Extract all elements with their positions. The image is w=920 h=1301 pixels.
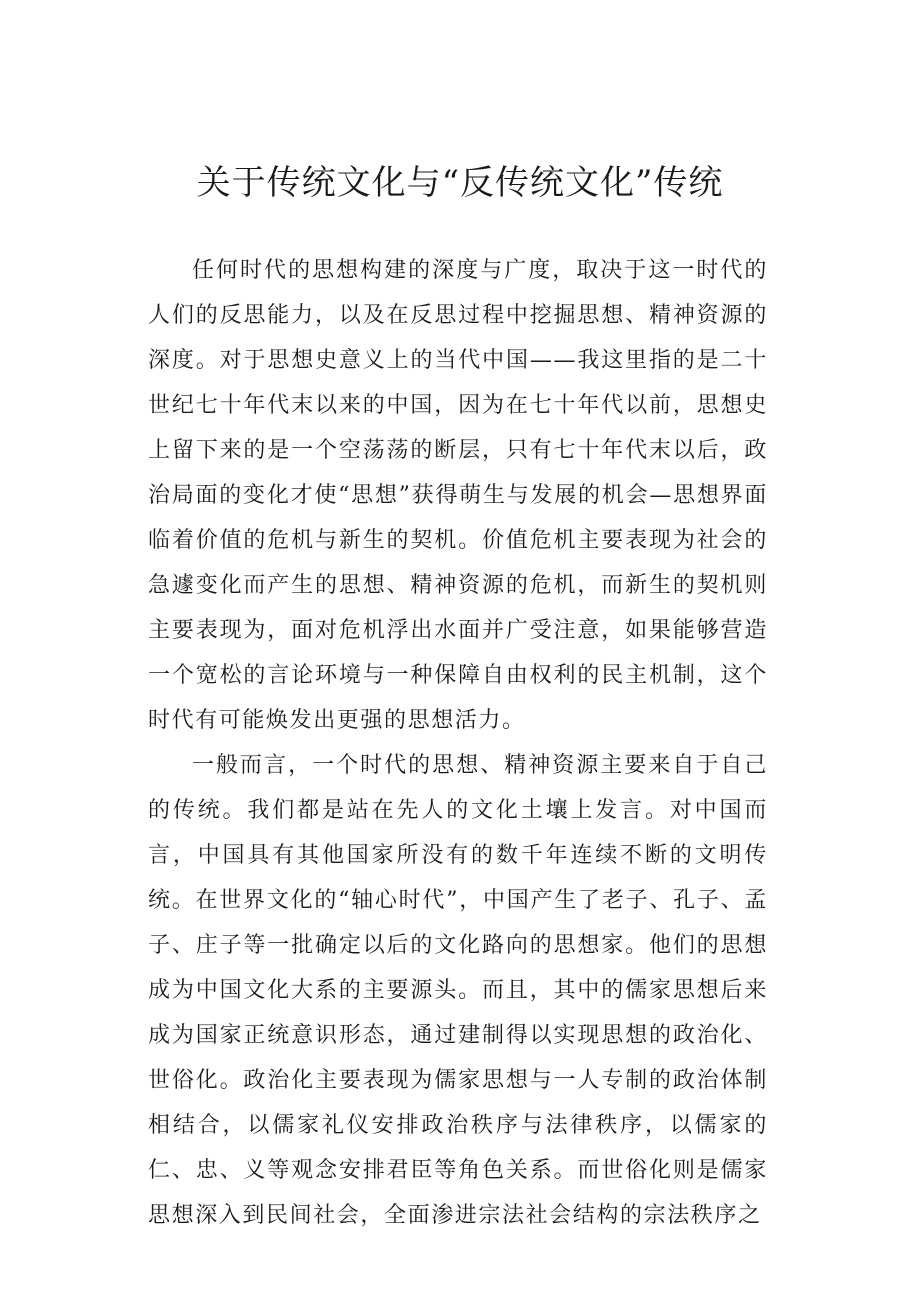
paragraph-1: 任何时代的思想构建的深度与广度，取决于这一时代的人们的反思能力，以及在反思过程中挖掘思想、精神资源的深度。对于思想史意义上的当代中国——我这里指的是二十世纪七十年代末以来的中国，因为在七十年代以前，思想史上留下来的是一个空荡荡的断层，只有七十年代末以后，政治局面的变化才使“思想”获得萌生与发展的机会—思想界面临着价值的危机与新生的契机。价值危机主要表现为社会的急遽变化而产生的思想、精神资源的危机，而新生的契机则主要表现为，面对危机浮出水面并广受注意，如果能够营造一个宽松的言论环境与一种保障自由权利的民主机制，这个时代有可能焕发出更强的思想活力。 <box>148 258 768 733</box>
paragraph-2: 一般而言，一个时代的思想、精神资源主要来自于自己的传统。我们都是站在先人的文化土壤上发言。对中国而言，中国具有其他国家所没有的数千年连续不断的文明传统。在世界文化的“轴心时代”，中国产生了老子、孔子、孟子、庄子等一批确定以后的文化路向的思想家。他们的思想成为中国文化大系的主要源头。而且，其中的儒家思想后来成为国家正统意识形态，通过建制得以实现思想的政治化、世俗化。政治化主要表现为儒家思想与一人专制的政治体制相结合，以儒家礼仪安排政治秩序与法律秩序，以儒家的仁、忠、义等观念安排君臣等角色关系。而世俗化则是儒家思想深入到民间社会，全面渗进宗法社会结构的宗法秩序之 <box>148 753 768 1228</box>
document-title: 关于传统文化与“反传统文化”传统 <box>196 163 724 203</box>
document-body <box>148 248 768 1238</box>
